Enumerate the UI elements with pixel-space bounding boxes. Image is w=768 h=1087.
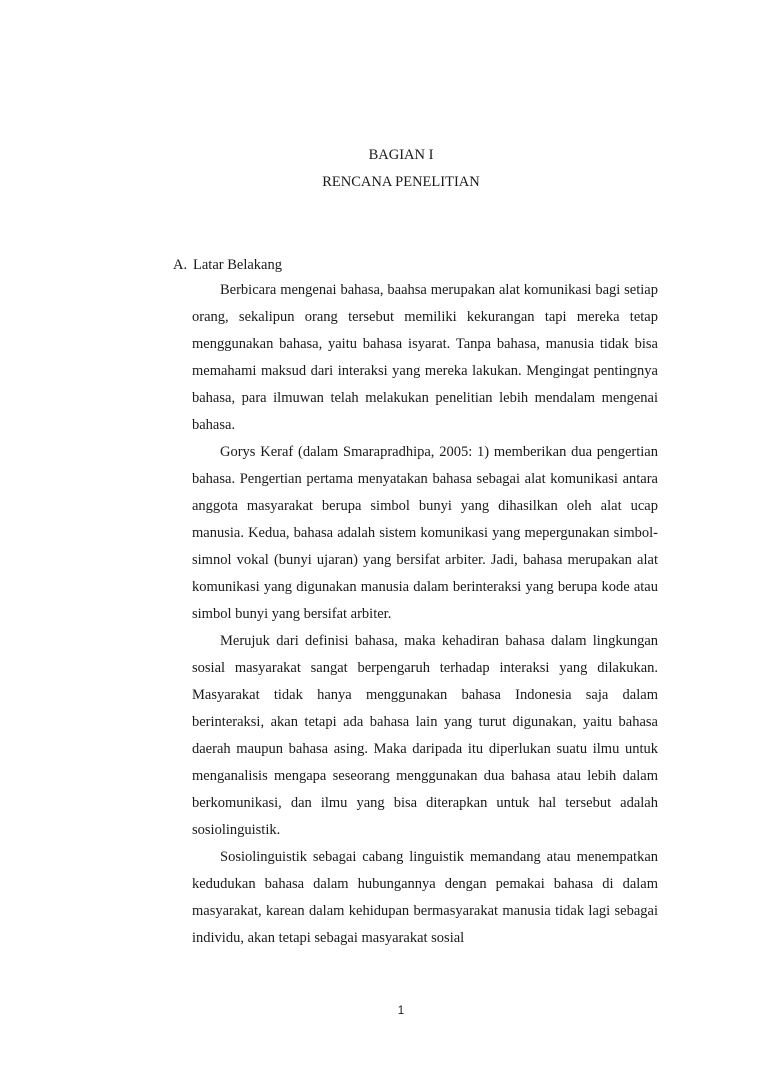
body-text xyxy=(192,277,658,952)
paragraph-2: Gorys Keraf (dalam Smarapradhipa, 2005: 1) memberikan dua pengertian bahasa. Pengertian pertama menyatakan bahasa sebagai alat komunikasi antara anggota masyarakat berupa simbol bunyi yang dihasilkan oleh alat ucap manusia. Kedua, bahasa adalah sistem komunikasi yang mepergunakan simbol-simnol vokal (bunyi ujaran) yang bersifat arbiter. Jadi, bahasa merupakan alat komunikasi yang digunakan manusia dalam berinteraksi yang berupa kode atau simbol bunyi yang bersifat arbiter. xyxy=(192,444,658,622)
chapter-title: RENCANA PENELITIAN xyxy=(322,174,480,190)
section-title: Latar Belakang xyxy=(193,257,282,273)
section-heading xyxy=(173,256,282,274)
section-marker: A. xyxy=(173,257,188,273)
paragraph-1: Berbicara mengenai bahasa, baahsa merupakan alat komunikasi bagi setiap orang, sekalipun orang tersebut memiliki kekurangan tapi mereka tetap menggunakan bahasa, yaitu bahasa isyarat. Tanpa bahasa, manusia tidak bisa memahami maksud dari interaksi yang mereka lakukan. Mengingat pentingnya bahasa, para ilmuwan telah melakukan penelitian lebih mendalam mengenai bahasa. xyxy=(192,282,658,433)
paragraph-3: Merujuk dari definisi bahasa, maka kehadiran bahasa dalam lingkungan sosial masyarakat sangat berpengaruh terhadap interaksi yang dilakukan. Masyarakat tidak hanya menggunakan bahasa Indonesia saja dalam berinteraksi, akan tetapi ada bahasa lain yang turut digunakan, yaitu bahasa daerah maupun bahasa asing. Maka daripada itu diperlukan suatu ilmu untuk menganalisis mengapa seseorang menggunakan dua bahasa atau lebih dalam berkomunikasi, dan ilmu yang bisa diterapkan untuk hal tersebut adalah sosiolinguistik. xyxy=(192,633,658,838)
paragraph-4: Sosiolinguistik sebagai cabang linguistik memandang atau menempatkan kedudukan bahasa dalam hubungannya dengan pemakai bahasa di dalam masyarakat, karean dalam kehidupan bermasyarakat manusia tidak lagi sebagai individu, akan tetapi sebagai masyarakat sosial xyxy=(192,849,658,946)
page-number: 1 xyxy=(397,1005,405,1017)
chapter-label: BAGIAN I xyxy=(368,147,434,163)
